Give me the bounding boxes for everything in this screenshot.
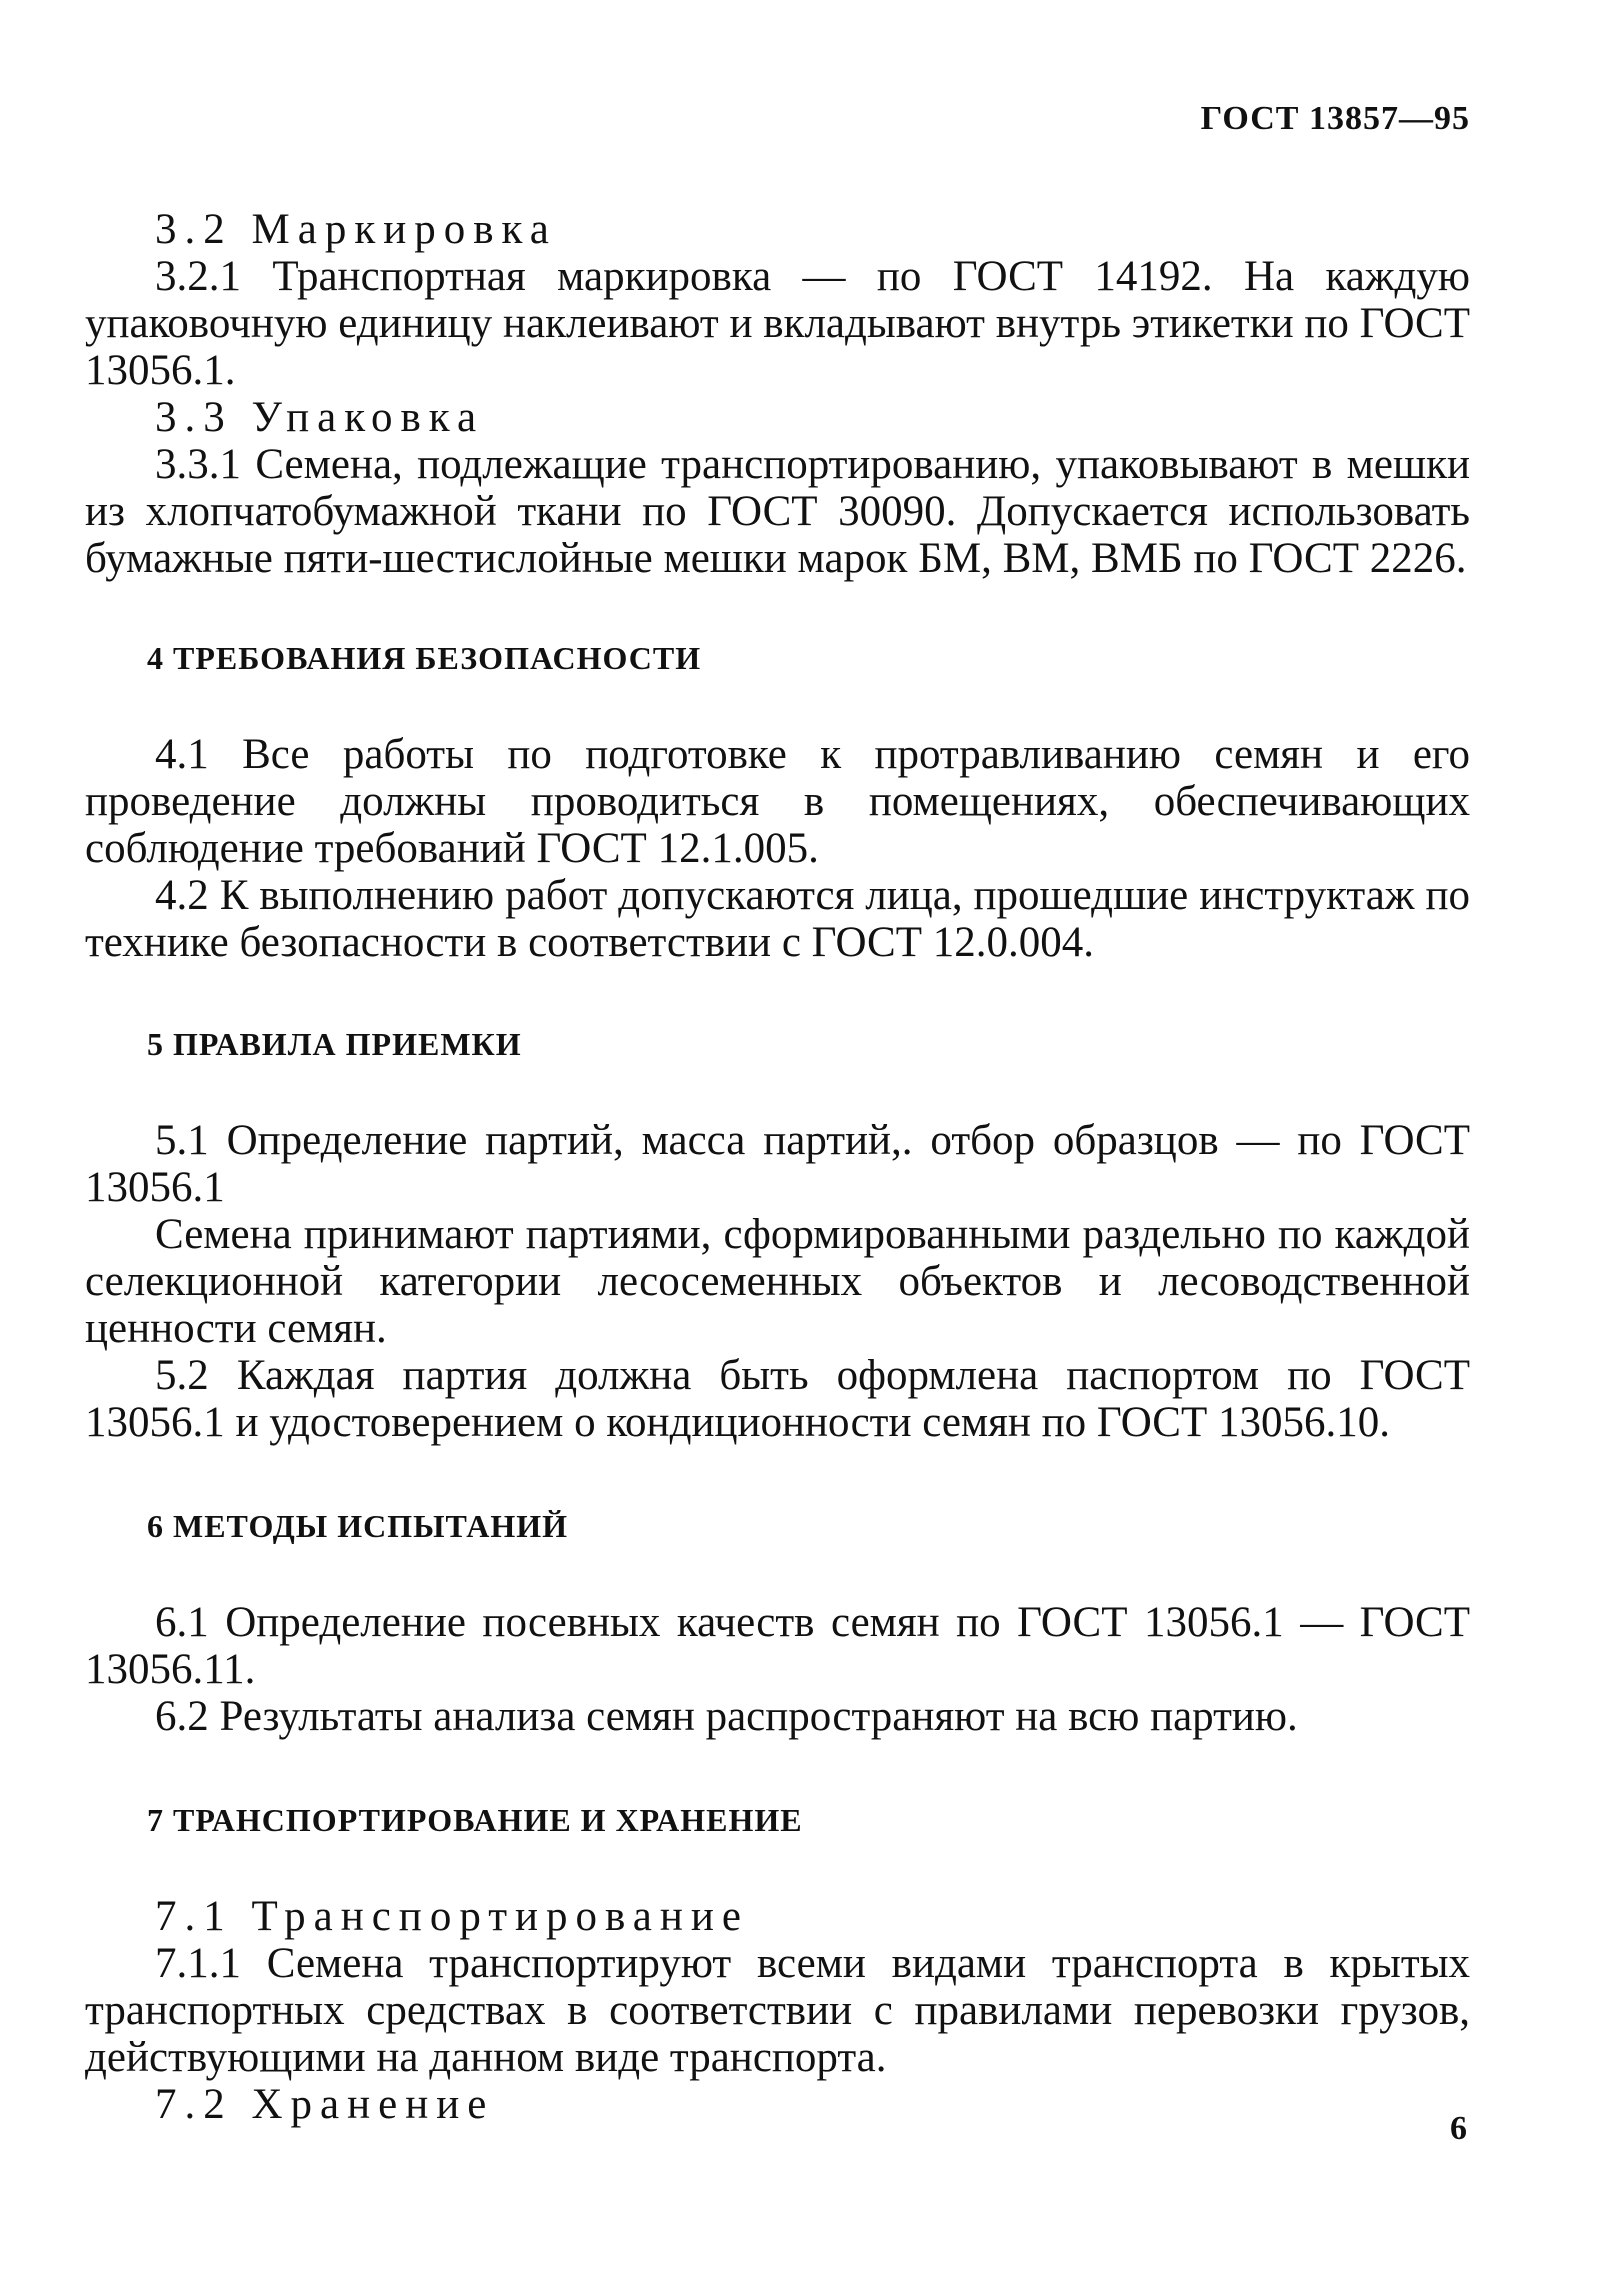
page-number: 6 [1450, 2110, 1467, 2147]
section-heading-test-methods: 6 МЕТОДЫ ИСПЫТАНИЙ [147, 1508, 569, 1544]
paragraph-5-2: 5.2 Каждая партия должна быть оформлена паспортом по ГОСТ 13056.1 и удостоверением о кондиционности семян по ГОСТ 13056.10. [85, 1352, 1470, 1446]
section-heading-safety: 4 ТРЕБОВАНИЯ БЕЗОПАСНОСТИ [147, 640, 702, 676]
paragraph-4-1: 4.1 Все работы по подготовке к протравливанию семян и его проведение должны проводиться в помещениях, обеспечивающих соблюдение требований ГОСТ 12.1.005. [85, 731, 1470, 872]
paragraph-5-1-continued: Семена принимают партиями, сформированными раздельно по каждой селекционной категории лесосеменных объектов и лесоводственной ценности семян. [85, 1211, 1470, 1352]
section-heading-transport-storage: 7 ТРАНСПОРТИРОВАНИЕ И ХРАНЕНИЕ [147, 1802, 803, 1838]
document-code-header: ГОСТ 13857—95 [1200, 100, 1470, 137]
paragraph-3-3-1: 3.3.1 Семена, подлежащие транспортированию, упаковывают в мешки из хлопчатобумажной ткани по ГОСТ 30090. Допускается использовать бумажные пяти-шестислойные мешки марок БМ, ВМ, ВМБ по ГОСТ 2226. [85, 441, 1470, 582]
subsection-title-storage: 7.2 Хранение [155, 2081, 495, 2128]
section-heading-acceptance: 5 ПРАВИЛА ПРИЕМКИ [147, 1026, 522, 1062]
paragraph-6-2: 6.2 Результаты анализа семян распространяют на всю партию. [155, 1693, 1298, 1740]
subsection-title-packing: 3.3 Упаковка [155, 394, 485, 441]
paragraph-6-1: 6.1 Определение посевных качеств семян по ГОСТ 13056.1 — ГОСТ 13056.11. [85, 1599, 1470, 1693]
subsection-title-transport: 7.1 Транспортирование [155, 1893, 749, 1940]
paragraph-5-1: 5.1 Определение партий, масса партий,. отбор образцов — по ГОСТ 13056.1 [85, 1117, 1470, 1211]
subsection-title-marking: 3.2 Маркировка [155, 206, 557, 253]
paragraph-4-2: 4.2 К выполнению работ допускаются лица, прошедшие инструктаж по технике безопасности в соответствии с ГОСТ 12.0.004. [85, 872, 1470, 966]
document-body [85, 206, 1470, 2128]
paragraph-3-2-1: 3.2.1 Транспортная маркировка — по ГОСТ 14192. На каждую упаковочную единицу наклеивают и вкладывают внутрь этикетки по ГОСТ 13056.1. [85, 253, 1470, 394]
paragraph-7-1-1: 7.1.1 Семена транспортируют всеми видами транспорта в крытых транспортных средствах в соответствии с правилами перевозки грузов, действующими на данном виде транспорта. [85, 1940, 1470, 2081]
